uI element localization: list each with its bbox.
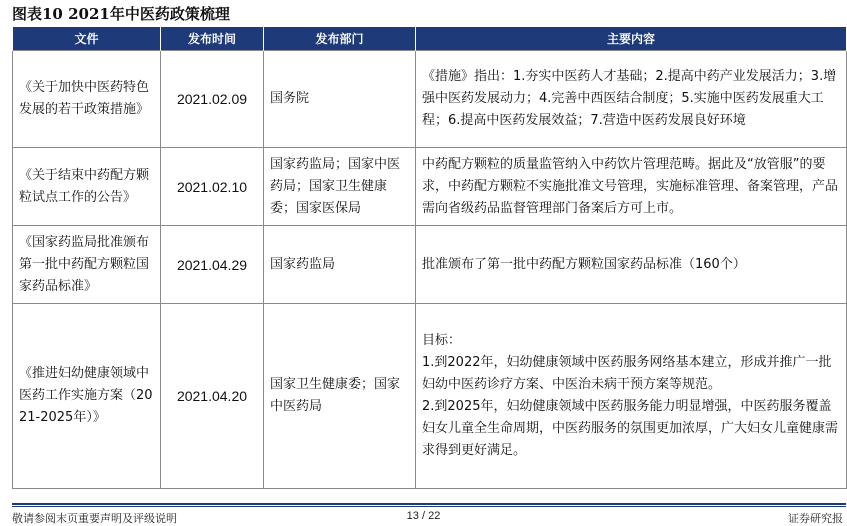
department-cell: 国家药监局；国家中医药局；国家卫生健康委；国家医保局 — [264, 148, 416, 226]
footer-divider-thin — [12, 506, 846, 507]
department-cell: 国务院 — [264, 51, 416, 148]
document-cell: 《国家药监局批准颁布第一批中药配方颗粒国家药品标准》 — [13, 226, 161, 304]
figure-title: 图表10 2021年中医药政策梳理 — [12, 5, 230, 23]
policy-table — [12, 27, 847, 489]
content-line: 批准颁布了第一批中药配方颗粒国家药品标准（160个） — [422, 256, 746, 272]
header-document: 文件 — [13, 27, 161, 51]
content-cell — [416, 304, 847, 489]
date-cell: 2021.04.20 — [161, 304, 264, 489]
content-line: 1.到2022年，妇幼健康领域中医药服务网络基本建立，形成并推广一批妇幼中医药诊疗方案、中医治未病干预方案等规范。 — [422, 355, 832, 392]
table-row — [13, 226, 847, 304]
footer-report-label: 证券研究报 — [788, 512, 843, 525]
date-cell: 2021.02.09 — [161, 51, 264, 148]
header-date: 发布时间 — [161, 27, 264, 51]
date-cell: 2021.02.10 — [161, 148, 264, 226]
date-cell: 2021.04.29 — [161, 226, 264, 304]
table-row — [13, 304, 847, 489]
document-cell: 《关于结束中药配方颗粒试点工作的公告》 — [13, 148, 161, 226]
content-line: 2.到2025年，妇幼健康领域中医药服务能力明显增强，中医药服务覆盖妇女儿童全生命周期，中医药服务的氛围更加浓厚，广大妇女儿童健康需求得到更好满足。 — [422, 399, 839, 458]
footer-divider — [12, 503, 846, 505]
content-line: 《措施》指出：1.夯实中医药人才基础；2.提高中药产业发展活力；3.增强中医药发展动力；4.完善中西医结合制度；5.实施中医药发展重大工程；6.提高中医药发展效益；7.营造中医药发展良好环境 — [422, 69, 837, 128]
table-row — [13, 148, 847, 226]
department-cell: 国家卫生健康委；国家中医药局 — [264, 304, 416, 489]
department-cell: 国家药监局 — [264, 226, 416, 304]
page-number: 13 / 22 — [406, 510, 441, 522]
table-row — [13, 51, 847, 148]
content-cell — [416, 148, 847, 226]
document-cell: 《推进妇幼健康领域中医药工作实施方案（2021-2025年）》 — [13, 304, 161, 489]
content-line: 中药配方颗粒的质量监管纳入中药饮片管理范畴。据此及“放管服”的要求，中药配方颗粒不实施批准文号管理，实施标准管理、备案管理，产品需向省级药品监督管理部门备案后方可上市。 — [422, 156, 839, 216]
header-content: 主要内容 — [416, 27, 847, 51]
content-cell — [416, 226, 847, 304]
document-cell: 《关于加快中医药特色发展的若干政策措施》 — [13, 51, 161, 148]
footer-disclaimer: 敬请参阅末页重要声明及评级说明 — [12, 512, 177, 525]
header-department: 发布部门 — [264, 27, 416, 51]
content-cell — [416, 51, 847, 148]
table-header-row — [13, 27, 847, 51]
content-line: 目标： — [422, 333, 462, 348]
